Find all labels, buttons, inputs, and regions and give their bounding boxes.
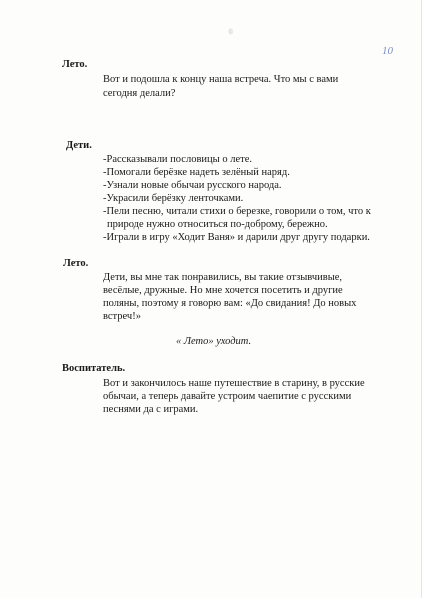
speaker-leto-2: Лето.: [63, 258, 89, 269]
dialogue-line: весёлые, дружные. Но мне хочется посетить и другие: [103, 285, 343, 296]
dialogue-line: встреч!»: [103, 311, 141, 322]
speaker-deti: Дети.: [66, 140, 92, 151]
page-number: 10: [382, 45, 393, 57]
dialogue-line: -Рассказывали пословицы о лете.: [103, 154, 252, 165]
scan-mark: ꙮ: [228, 29, 234, 35]
dialogue-line: -Украсили берёзку ленточками.: [103, 193, 244, 204]
dialogue-line: обычаи, а теперь давайте устроим чаепитие с русскими: [103, 391, 352, 402]
dialogue-line: поляны, поэтому я говорю вам: «До свидания! До новых: [103, 298, 357, 309]
stage-direction: « Лето» уходит.: [176, 336, 252, 347]
dialogue-line: -Узнали новые обычаи русского народа.: [103, 180, 282, 191]
speaker-vospitatel: Воспитатель.: [62, 363, 126, 374]
dialogue-line: -Пели песню, читали стихи о березке, говорили о том, что к: [103, 206, 371, 217]
speaker-leto-1: Лето.: [62, 59, 88, 70]
dialogue-line: песнями да с играми.: [103, 404, 199, 415]
dialogue-line: природе нужно относиться по-доброму, бережно.: [107, 219, 328, 230]
dialogue-line: сегодня делали?: [103, 88, 176, 99]
dialogue-line: -Помогали берёзке надеть зелёный наряд.: [103, 167, 290, 178]
dialogue-line: Вот и подошла к концу наша встреча. Что мы с вами: [103, 74, 339, 85]
dialogue-line: Дети, вы мне так понравились, вы такие отзывчивые,: [103, 272, 343, 283]
dialogue-line: Вот и закончилось наше путешествие в старину, в русские: [103, 378, 365, 389]
dialogue-line: -Играли в игру «Ходит Ваня» и дарили друг другу подарки.: [103, 232, 370, 243]
